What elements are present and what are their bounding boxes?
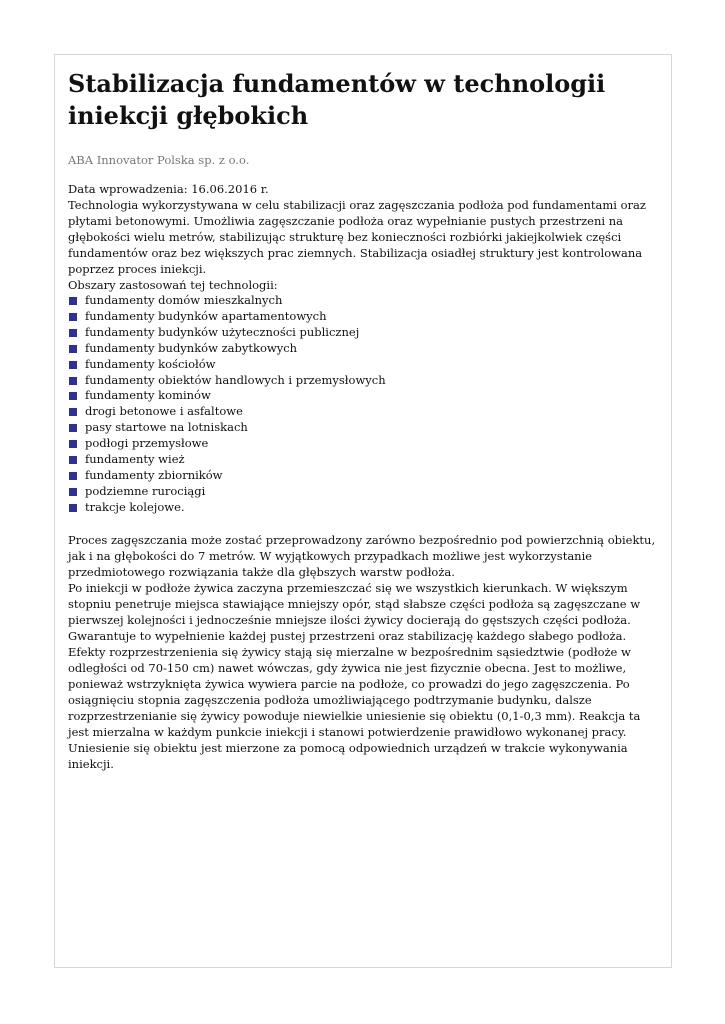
paragraph-resin-movement: Po iniekcji w podłoże żywica zaczyna przemieszczać się we wszystkich kierunkach. W większym stopniu penetruje miejsca stawiające mniejszy opór, stąd słabsze części podłoża są zagęszczane w pierwszej kolejności i jednocześnie mniejsze ilości żywicy docierają do gęstszych części podłoża. Gwarantuje to wypełnienie każdej pustej przestrzeni oraz stabilizację każdego słabego podłoża. <box>68 580 641 643</box>
list-item: pasy startowe na lotniskach <box>68 420 660 436</box>
square-bullet-icon <box>69 440 77 448</box>
article-title: Stabilizacja fundamentów w technologii iniekcji głębokich <box>68 69 606 130</box>
applications-list <box>68 293 660 516</box>
list-item: fundamenty kominów <box>68 388 660 404</box>
list-item: drogi betonowe i asfaltowe <box>68 404 660 420</box>
company-name: ABA Innovator Polska sp. z o.o. <box>68 153 250 167</box>
list-heading: Obszary zastosowań tej technologii: <box>68 278 278 292</box>
list-item: fundamenty budynków zabytkowych <box>68 341 660 357</box>
list-item: fundamenty obiektów handlowych i przemysłowych <box>68 373 660 389</box>
list-item: fundamenty budynków użyteczności publicznej <box>68 325 660 341</box>
square-bullet-icon <box>69 297 77 305</box>
square-bullet-icon <box>69 361 77 369</box>
paragraph-effects: Efekty rozprzestrzenienia się żywicy stają się mierzalne w bezpośrednim sąsiedztwie (podłoże w odległości od 70-150 cm) nawet wówczas, gdy żywica nie jest fizycznie obecna. Jest to możliwe, ponieważ wstrzyknięta żywica wywiera parcie na podłoże, co prowadzi do jego zagęszczenia. Po osiągnięciu stopnia zagęszczenia podłoża umożliwiającego podtrzymanie budynku, dalsze rozprzestrzenianie się żywicy powoduje niewielkie uniesienie się obiektu (0,1-0,3 mm). Reakcja ta jest mierzalna w każdym punkcie iniekcji i stanowi potwierdzenie prawidłowo wykonanej pracy. Uniesienie się obiektu jest mierzone za pomocą odpowiednich urządzeń w trakcie wykonywania iniekcji. <box>68 644 641 771</box>
square-bullet-icon <box>69 408 77 416</box>
spacer <box>68 516 660 532</box>
square-bullet-icon <box>69 392 77 400</box>
square-bullet-icon <box>69 345 77 353</box>
list-item: podłogi przemysłowe <box>68 436 660 452</box>
list-item: fundamenty wież <box>68 452 660 468</box>
square-bullet-icon <box>69 472 77 480</box>
square-bullet-icon <box>69 329 77 337</box>
intro-paragraph: Technologia wykorzystywana w celu stabilizacji oraz zagęszczania podłoża pod fundamentami oraz płytami betonowymi. Umożliwia zagęszczanie podłoża oraz wypełnianie pustych przestrzeni na głębokości wielu metrów, stabilizując strukturę bez konieczności rozbiórki jakiejkolwiek części fundamentów oraz bez większych prac ziemnych. Stabilizacja osiadłej struktury jest kontrolowana poprzez proces iniekcji. <box>68 198 646 276</box>
list-item: fundamenty zbiorników <box>68 468 660 484</box>
square-bullet-icon <box>69 456 77 464</box>
square-bullet-icon <box>69 313 77 321</box>
list-item: fundamenty kościołów <box>68 357 660 373</box>
square-bullet-icon <box>69 504 77 512</box>
list-item: fundamenty domów mieszkalnych <box>68 293 660 309</box>
date-line: Data wprowadzenia: 16.06.2016 r. <box>68 182 269 196</box>
paragraph-depth: Proces zagęszczania może zostać przeprowadzony zarówno bezpośrednio pod powierzchnią obiektu, jak i na głębokości do 7 metrów. W wyjątkowych przypadkach możliwe jest wykorzystanie przedmiotowego rozwiązania także dla głębszych warstw podłoża. <box>68 532 656 579</box>
list-item: fundamenty budynków apartamentowych <box>68 309 660 325</box>
list-item: trakcje kolejowe. <box>68 500 660 516</box>
list-item: podziemne rurociągi <box>68 484 660 500</box>
square-bullet-icon <box>69 424 77 432</box>
square-bullet-icon <box>69 377 77 385</box>
article <box>68 68 660 772</box>
square-bullet-icon <box>69 488 77 496</box>
